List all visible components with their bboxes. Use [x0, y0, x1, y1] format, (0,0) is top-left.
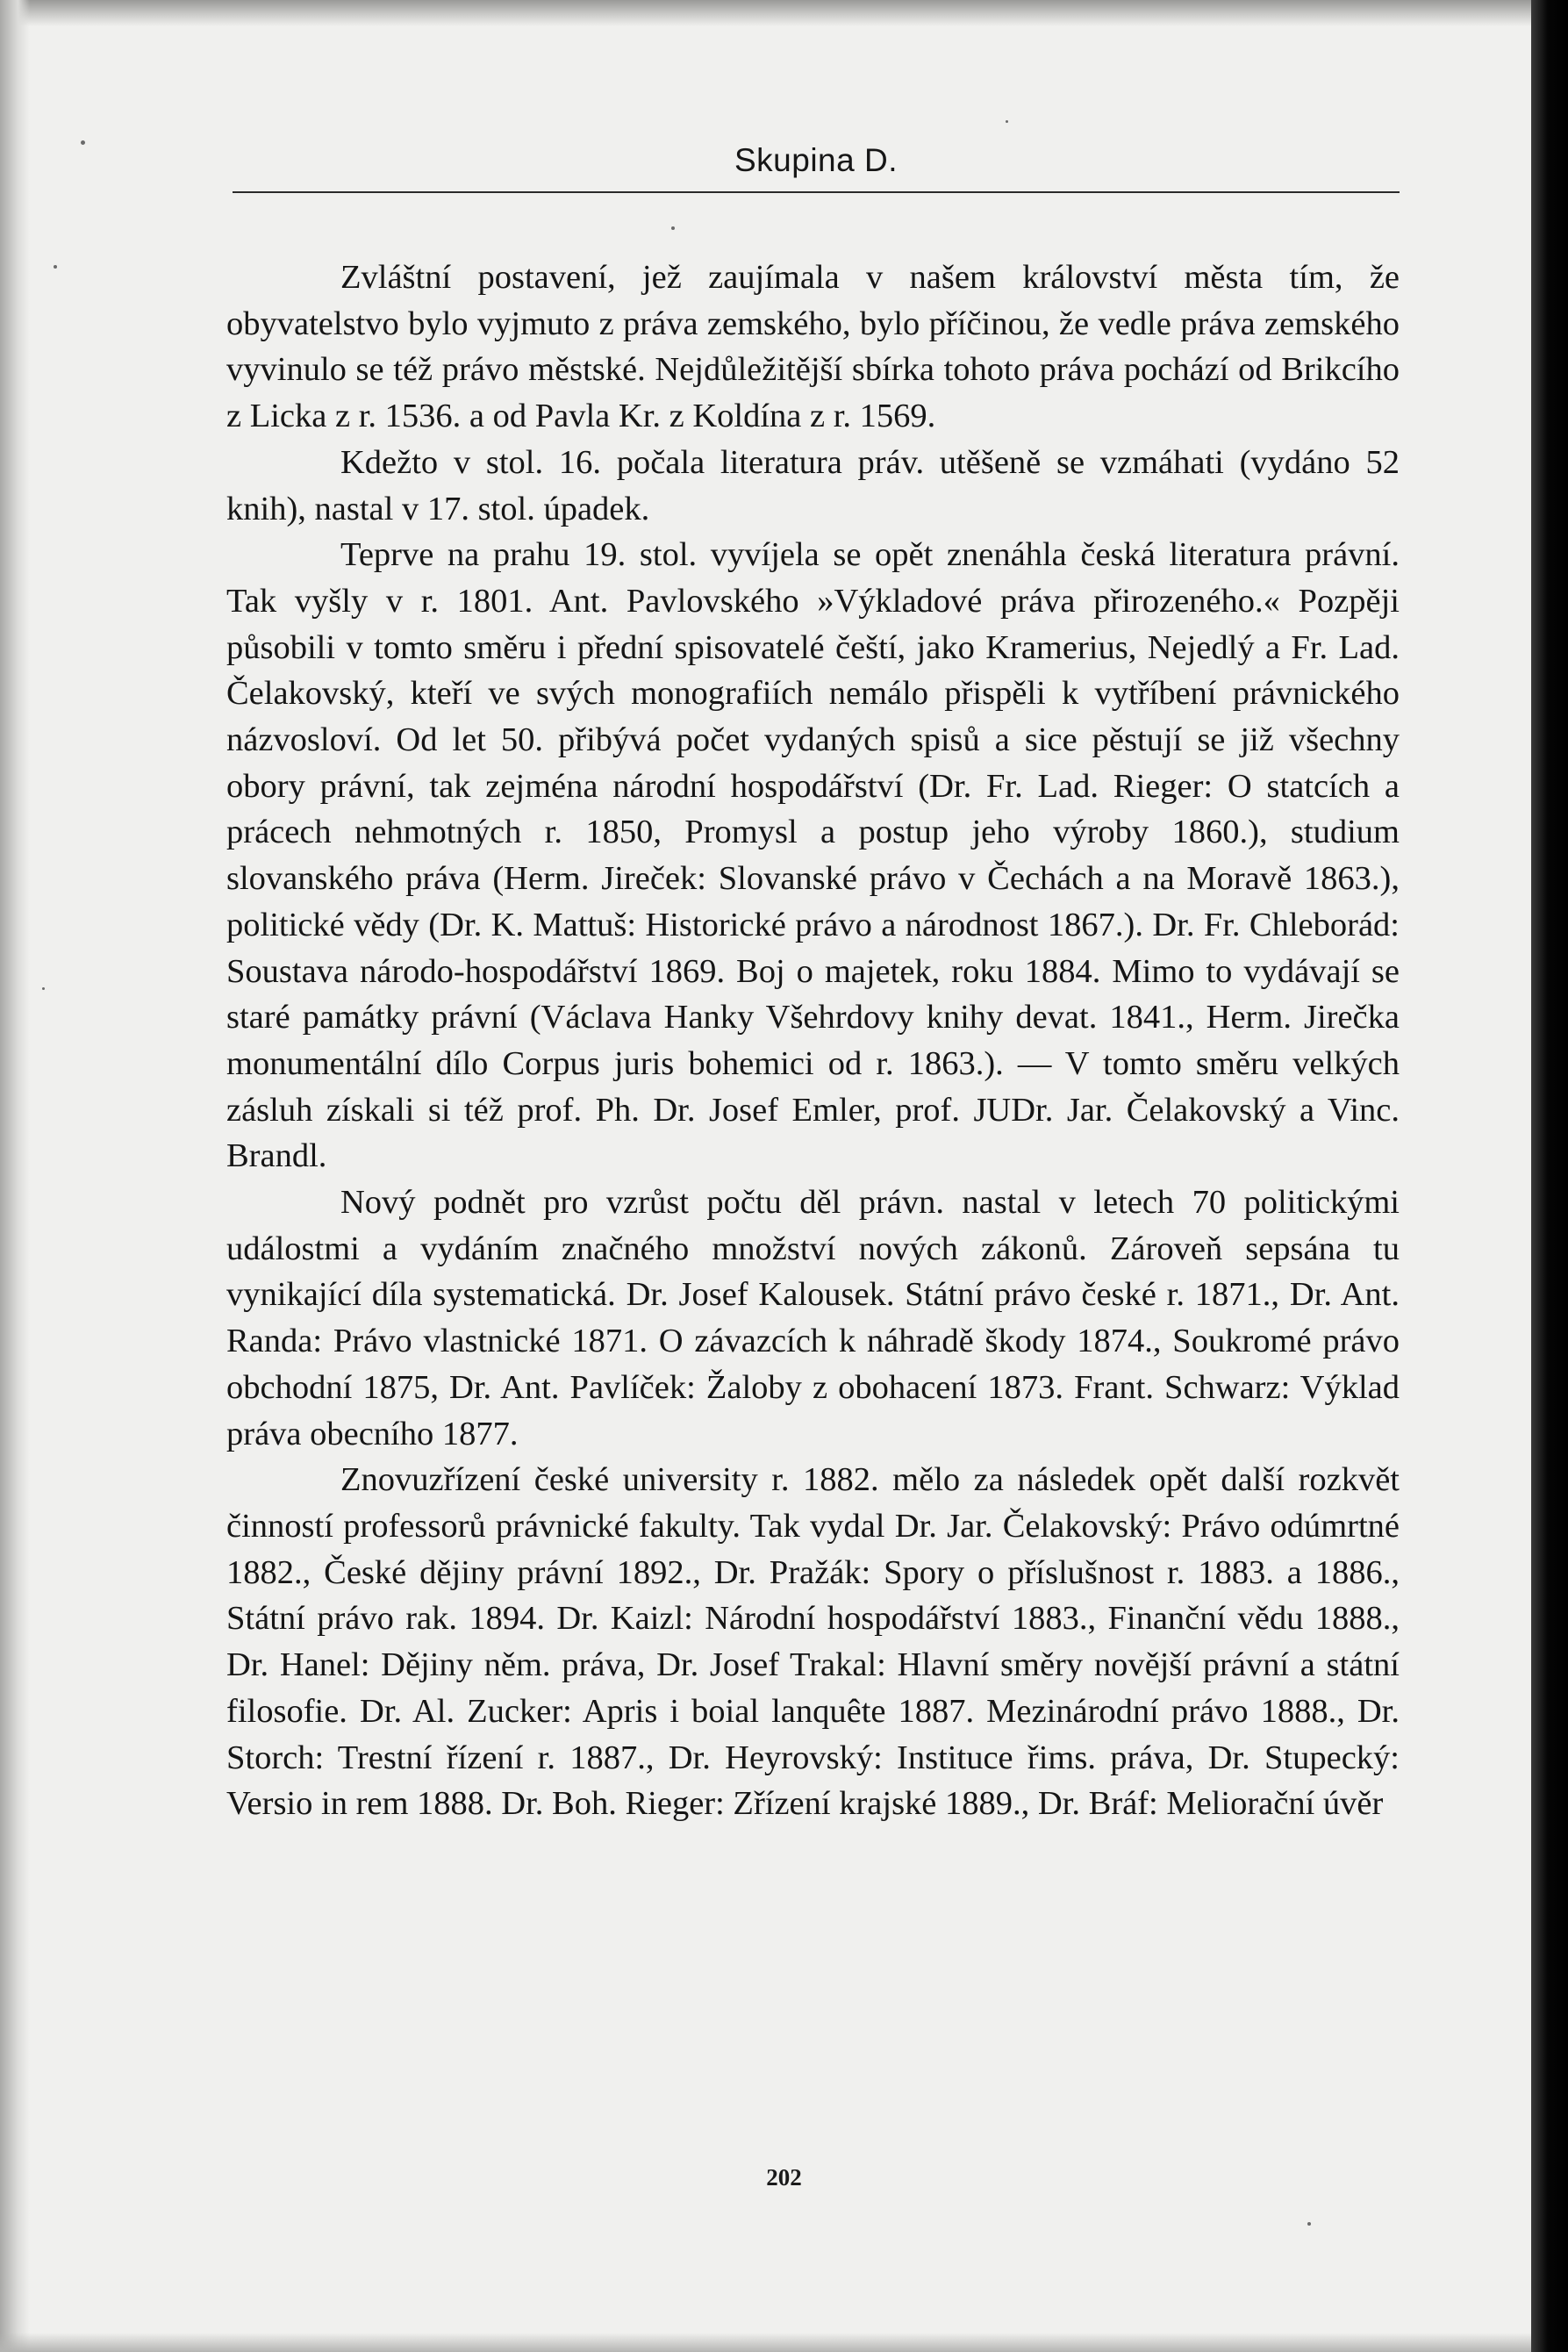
scan-edge-top	[0, 0, 1568, 26]
scan-speck	[1006, 120, 1008, 123]
running-head: Skupina D.	[734, 142, 898, 178]
scan-edge-right	[1531, 0, 1568, 2352]
scan-speck	[671, 226, 675, 230]
scan-speck	[54, 265, 57, 269]
body-text	[226, 255, 1400, 1827]
scan-speck	[1307, 2222, 1311, 2226]
page-header	[233, 140, 1400, 193]
scan-edge-bottom	[0, 2333, 1568, 2352]
paragraph: Teprve na prahu 19. stol. vyvíjela se opět znenáhla česká literatura právní. Tak vyšly v r. 1801. Ant. Pavlovského »Výkladové práva přirozeného.« Pozpěji působili v tomto směru i přední spisovatelé čeští, jako Kramerius, Nejedlý a Fr. Lad. Čelakovský, kteří ve svých monografiích nemálo přispěli k vytříbení právnického názvosloví. Od let 50. přibývá počet vydaných spisů a sice pěstují se již všechny obory právní, tak zejména národní hospodářství (Dr. Fr. Lad. Rieger: O statcích a prácech nehmotných r. 1850, Promysl a postup jeho výroby 1860.), studium slovanského práva (Herm. Jireček: Slovanské právo v Čechách a na Moravě 1863.), politické vědy (Dr. K. Mattuš: Historické právo a národnost 1867.). Dr. Fr. Chleborád: Soustava národo-hospodářství 1869. Boj o majetek, roku 1884. Mimo to vydávají se staré památky právní (Václava Hanky Všehrdovy knihy devat. 1841., Herm. Jirečka monumentální dílo Corpus juris bohemici od r. 1863.). — V tomto směru velkých zásluh získali si též prof. Ph. Dr. Josef Emler, prof. JUDr. Jar. Čelakovský a Vinc. Brandl.	[226, 536, 1400, 1175]
scan-edge-left	[0, 0, 30, 2352]
paragraph: Znovuzřízení české university r. 1882. mělo za následek opět další rozkvět činností professorů právnické fakulty. Tak vydal Dr. Jar. Čelakovský: Právo odúmrtné 1882., České dějiny právní 1892., Dr. Pražák: Spory o příslušnost r. 1883. a 1886., Státní právo rak. 1894. Dr. Kaizl: Národní hospodářství 1883., Finanční vědu 1888., Dr. Hanel: Dějiny něm. práva, Dr. Josef Trakal: Hlavní směry novější právní a státní filosofie. Dr. Al. Zucker: Apris i boial lanquête 1887. Mezinárodní právo 1888., Dr. Storch: Trestní řízení r. 1887., Dr. Heyrovský: Instituce řims. práva, Dr. Stupecký: Versio in rem 1888. Dr. Boh. Rieger: Zřízení krajské 1889., Dr. Bráf: Meliorační úvěr	[226, 1461, 1400, 1823]
paragraph: Nový podnět pro vzrůst počtu děl právn. nastal v letech 70 politickými událostmi a vydáním značného množství nových zákonů. Zároveň sepsána tu vynikající díla systematická. Dr. Josef Kalousek. Státní právo české r. 1871., Dr. Ant. Randa: Právo vlastnické 1871. O závazcích k náhradě škody 1874., Soukromé právo obchodní 1875, Dr. Ant. Pavlíček: Žaloby z obohacení 1873. Frant. Schwarz: Výklad práva obecního 1877.	[226, 1184, 1400, 1452]
paragraph: Kdežto v stol. 16. počala literatura práv. utěšeně se vzmáhati (vydáno 52 knih), nastal v 17. stol. úpadek.	[226, 443, 1400, 527]
paragraph: Zvláštní postavení, jež zaujímala v našem království města tím, že obyvatelstvo bylo vyjmuto z práva zemského, bylo příčinou, že vedle práva zemského vyvinulo se též právo městské. Nejdůležitější sbírka tohoto práva pochází od Brikcího z Licka z r. 1536. a od Pavla Kr. z Koldína z r. 1569.	[226, 259, 1400, 435]
page-number: 202	[766, 2164, 802, 2191]
scan-speck	[81, 140, 85, 145]
scan-speck	[42, 987, 45, 990]
